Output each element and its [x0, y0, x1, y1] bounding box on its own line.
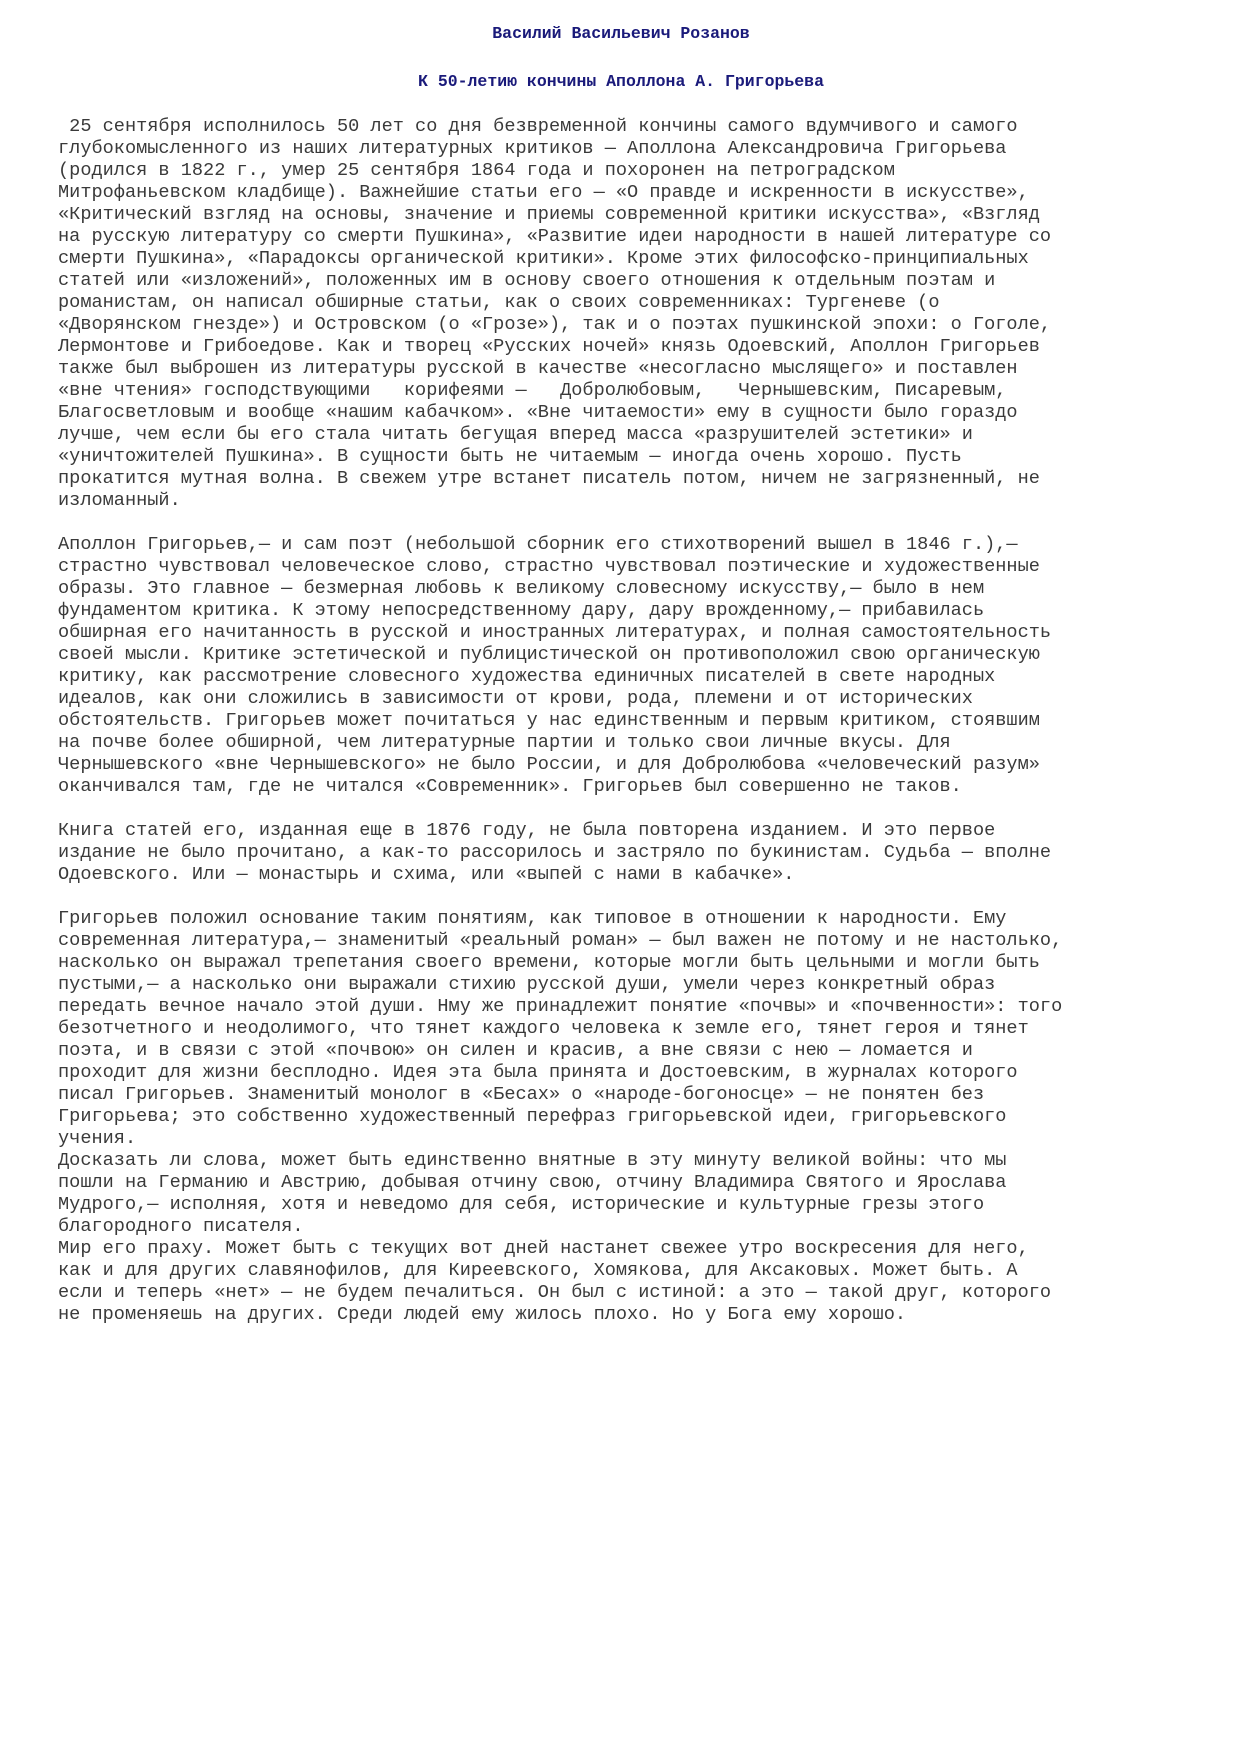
text-line: «уничтожителей Пушкина». В сущности быть не читаемым — иногда очень хорошо. Пусть [58, 446, 962, 467]
text-line: поэта, и в связи с этой «почвою» он силен и красив, а вне связи с нею — ломается и [58, 1040, 973, 1061]
text-line: Лермонтове и Грибоедове. Как и творец «Русских ночей» князь Одоевский, Аполлон Григорьев [58, 336, 1040, 357]
text-line: Григорьева; это собственно художественный перефраз григорьевской идеи, григорьевского [58, 1106, 1007, 1127]
text-line: учения. [58, 1128, 137, 1149]
text-line: (родился в 1822 г., умер 25 сентября 1864 года и похоронен на петроградском [58, 160, 895, 181]
text-line: как и для других славянофилов, для Киреевского, Хомякова, для Аксаковых. Может быть. А [58, 1260, 1018, 1281]
text-line: пошли на Германию и Австрию, добывая отчину свою, отчину Владимира Святого и Ярослава [58, 1172, 1007, 1193]
text-line: своей мысли. Критике эстетической и публицистической он противоположил свою органическую [58, 644, 1040, 665]
text-line: Аполлон Григорьев,— и сам поэт (небольшой сборник его стихотворений вышел в 1846 г.),— [58, 534, 1018, 555]
text-line: смерти Пушкина», «Парадоксы органической критики». Кроме этих философско-принципиальных [58, 248, 1029, 269]
text-line: Досказать ли слова, может быть единственно внятные в эту минуту великой войны: что мы [58, 1150, 1007, 1171]
text-line: Чернышевского «вне Чернышевского» не было России, и для Добролюбова «человеческий разум» [58, 754, 1040, 775]
text-line: обширная его начитанность в русской и иностранных литературах, и полная самостоятельность [58, 622, 1052, 643]
paragraph-4 [58, 908, 1198, 1326]
text-line: если и теперь «нет» — не будем печалиться. Он был с истиной: а это — такой друг, которого [58, 1282, 1052, 1303]
text-line: также был выброшен из литературы русской в качестве «несогласно мыслящего» и поставлен [58, 358, 1018, 379]
text-line: насколько он выражал трепетания своего времени, которые могли быть цельными и могли быть [58, 952, 1040, 973]
text-line: Мир его праху. Может быть с текущих вот дней настанет свежее утро воскресения для него, [58, 1238, 1029, 1259]
author-heading: Василий Васильевич Розанов [492, 24, 750, 43]
text-line: глубокомысленного из наших литературных критиков — Аполлона Александровича Григорьева [58, 138, 1007, 159]
text-line: проходит для жизни бесплодно. Идея эта была принята и Достоевским, в журналах которого [58, 1062, 1018, 1083]
text-line: на русскую литературу со смерти Пушкина», «Развитие идеи народности в нашей литературе со [58, 226, 1052, 247]
text-line: Одоевского. Или — монастырь и схима, или «выпей с нами в кабачке». [58, 864, 795, 885]
text-line: фундаментом критика. К этому непосредственному дару, дару врожденному,— прибавилась [58, 600, 985, 621]
text-line: оканчивался там, где не читался «Современник». Григорьев был совершенно не таков. [58, 776, 962, 797]
text-line: «Дворянском гнезде») и Островском (о «Грозе»), так и о поэтах пушкинской эпохи: о Гоголе, [58, 314, 1052, 335]
text-line: издание не было прочитано, а как-то рассорилось и застряло по букинистам. Судьба — вполне [58, 842, 1052, 863]
text-line: современная литература,— знаменитый «реальный роман» — был важен не потому и не настолько, [58, 930, 1063, 951]
text-line: благородного писателя. [58, 1216, 304, 1237]
paragraph-1 [58, 116, 1198, 512]
text-line: критику, как рассмотрение словесного художества единичных писателей в свете народных [58, 666, 996, 687]
text-line: лучше, чем если бы его стала читать бегущая вперед масса «разрушителей эстетики» и [58, 424, 973, 445]
text-line: Мудрого,— исполняя, хотя и неведомо для себя, исторические и культурные грезы этого [58, 1194, 985, 1215]
text-line: Григорьев положил основание таким понятиям, как типовое в отношении к народности. Ему [58, 908, 1007, 929]
text-line: безотчетного и неодолимого, что тянет каждого человека к земле его, тянет героя и тянет [58, 1018, 1029, 1039]
paragraph-3 [58, 820, 1198, 886]
text-line: «вне чтения» господствующими корифеями — Добролюбовым, Чернышевским, Писаревым, [58, 380, 1007, 401]
paragraph-2 [58, 534, 1198, 798]
text-line: не променяешь на других. Среди людей ему жилось плохо. Но у Бога ему хорошо. [58, 1304, 907, 1325]
text-line: прокатится мутная волна. В свежем утре встанет писатель потом, ничем не загрязненный, не [58, 468, 1040, 489]
text-line: романистам, он написал обширные статьи, как о своих современниках: Тургеневе (о [58, 292, 940, 313]
text-line: 25 сентября исполнилось 50 лет со дня безвременной кончины самого вдумчивого и самого [58, 116, 1018, 137]
text-line: обстоятельств. Григорьев может почитаться у нас единственным и первым критиком, стоявшим [58, 710, 1040, 731]
text-line: страстно чувствовал человеческое слово, страстно чувствовал поэтические и художественные [58, 556, 1040, 577]
article-title: К 50-летию кончины Аполлона А. Григорьева [418, 72, 824, 91]
text-line: «Критический взгляд на основы, значение и приемы современной критики искусства», «Взгляд [58, 204, 1040, 225]
text-line: на почве более обширной, чем литературные партии и только свои личные вкусы. Для [58, 732, 951, 753]
text-line: передать вечное начало этой души. Нму же принадлежит понятие «почвы» и «почвенности»: того [58, 996, 1063, 1017]
text-line: Митрофаньевском кладбище). Важнейшие статьи его — «О правде и искренности в искусстве», [58, 182, 1029, 203]
text-line: Благосветловым и вообще «нашим кабачком». «Вне читаемости» ему в сущности было гораздо [58, 402, 1018, 423]
text-line: писал Григорьев. Знаменитый монолог в «Бесах» о «народе-богоносце» — не понятен без [58, 1084, 985, 1105]
text-line: статей или «изложений», положенных им в основу своего отношения к отдельным поэтам и [58, 270, 996, 291]
text-line: образы. Это главное — безмерная любовь к великому словесному искусству,— было в нем [58, 578, 985, 599]
text-line: пустыми,— а насколько они выражали стихию русской души, умели через конкретный образ [58, 974, 996, 995]
text-line: изломанный. [58, 490, 181, 511]
text-line: Книга статей его, изданная еще в 1876 году, не была повторена изданием. И это первое [58, 820, 996, 841]
text-line: идеалов, как они сложились в зависимости от крови, рода, племени и от исторических [58, 688, 973, 709]
